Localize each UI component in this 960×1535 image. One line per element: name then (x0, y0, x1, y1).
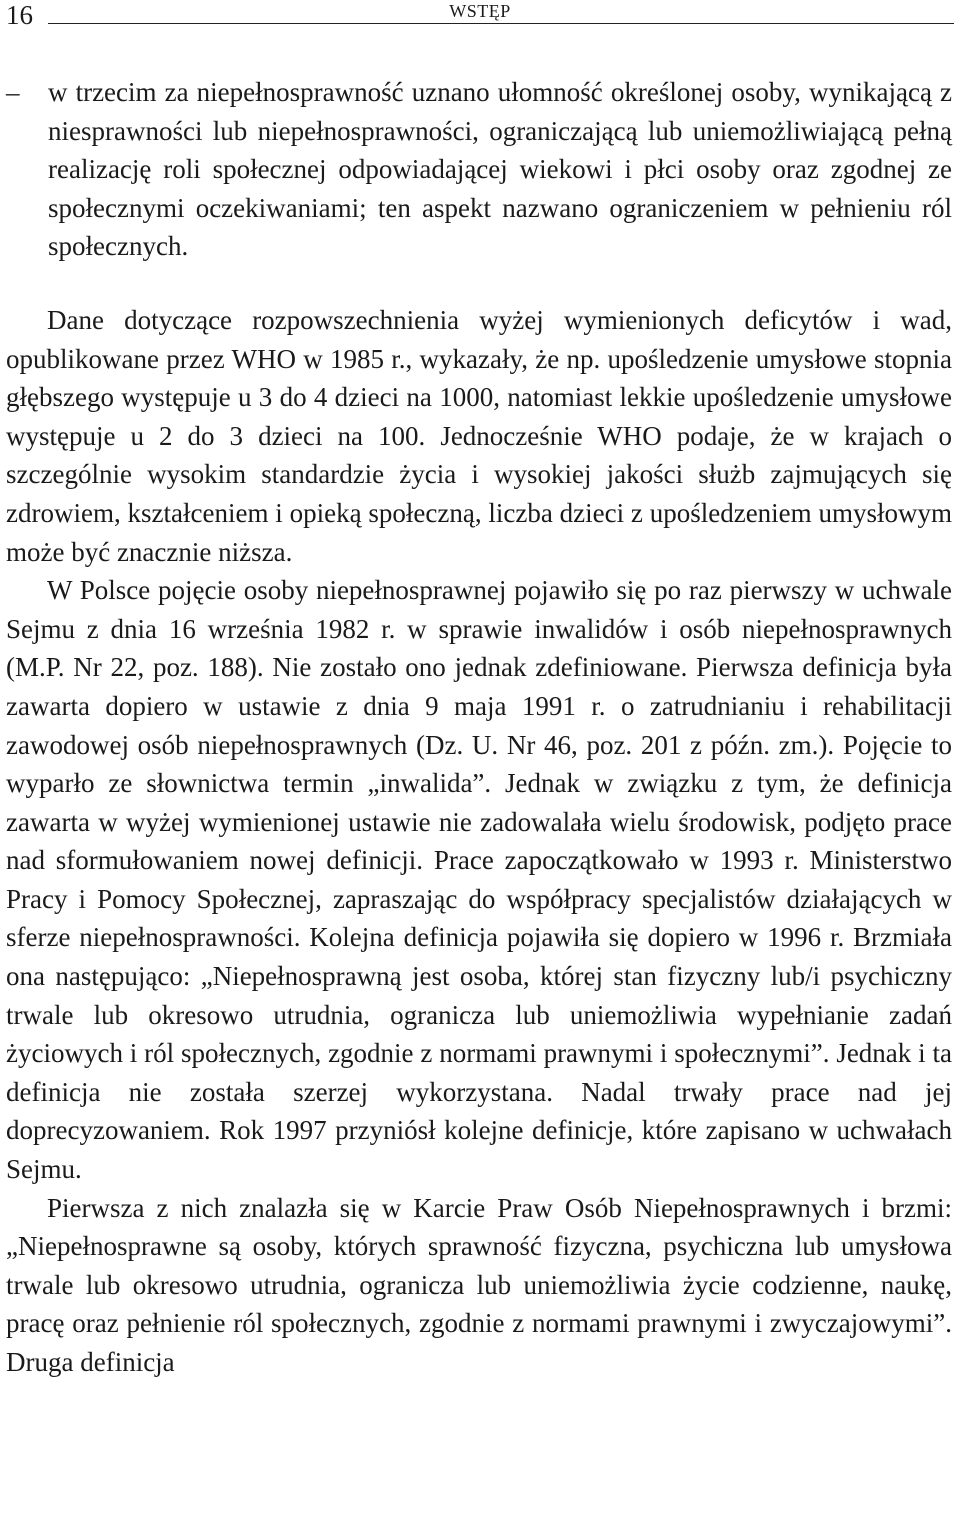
dash-marker: – (6, 77, 20, 107)
running-head (6, 0, 954, 32)
list-item (6, 73, 952, 266)
list-item-text: w trzecim za niepełnosprawność uznano ułomność określonej osoby, wynikającą z niesprawności lub niepełnosprawności, ograniczającą lub uniemożliwiającą pełną realizację roli społecznej odpowiadającej wiekowi i płci osoby oraz zgodnej ze społecznymi oczekiwaniami; ten aspekt nazwano ograniczeniem w pełnieniu ról społecznych. (48, 77, 952, 262)
paragraph-polish-definitions: W Polsce pojęcie osoby niepełnosprawnej pojawiło się po raz pierwszy w uchwale Sejmu z dnia 16 września 1982 r. w sprawie inwalidów i osób niepełnosprawnych (M.P. Nr 22, poz. 188). Nie zostało ono jednak zdefiniowane. Pierwsza definicja była zawarta dopiero w ustawie z dnia 9 maja 1991 r. o zatrudnianiu i rehabilitacji zawodowej osób niepełnosprawnych (Dz. U. Nr 46, poz. 201 z późn. zm.). Pojęcie to wyparło ze słownictwa termin „inwalida”. Jednak w związku z tym, że definicja zawarta w wyżej wymienionej ustawie nie zadowalała wielu środowisk, podjęto prace nad sformułowaniem nowej definicji. Prace zapoczątkowało w 1993 r. Ministerstwo Pracy i Pomocy Społecznej, zapraszając do współpracy specjalistów działających w sferze niepełnosprawności. Kolejna definicja pojawiła się dopiero w 1996 r. Brzmiała ona następująco: „Niepełnosprawną jest osoba, której stan fizyczny lub/i psychiczny trwale lub okresowo utrudnia, ogranicza lub uniemożliwia wypełnianie zadań życiowych i ról społecznych, zgodnie z normami prawnymi i społecznymi”. Jednak i ta definicja nie została szerzej wykorzystana. Nadal trwały prace nad jej doprecyzowaniem. Rok 1997 przyniósł kolejne definicje, które zapisano w uchwałach Sejmu. (6, 575, 952, 1185)
paragraph-charter-definition: Pierwsza z nich znalazła się w Karcie Praw Osób Niepełnosprawnych i brzmi: „Niepełnosprawne są osoby, których sprawność fizyczna, psychiczna lub umysłowa trwale lub okresowo utrudnia, ogranicza lub uniemożliwia życie codzienne, naukę, pracę oraz pełnienie ról społecznych, zgodnie z normami prawnymi i zwyczajowymi”. Druga definicja (6, 1192, 952, 1377)
section-title: WSTĘP (449, 1, 511, 21)
body-text (6, 73, 952, 1382)
paragraph-who-data: Dane dotyczące rozpowszechnienia wyżej wymienionych deficytów i wad, opublikowane przez WHO w 1985 r., wykazały, że np. upośledzenie umysłowe stopnia głębszego występuje u 3 do 4 dzieci na 1000, natomiast lekkie upośledzenie umysłowe występuje u 2 do 3 dzieci na 100. Jednocześnie WHO podaje, że w krajach o szczególnie wysokim standardzie życia i wysokiej jakości służb zajmujących się zdrowiem, kształceniem i opieką społeczną, liczba dzieci z upośledzeniem umysłowym może być znacznie niższa. (6, 304, 952, 567)
header-rule (48, 23, 954, 24)
page-number: 16 (6, 0, 33, 30)
